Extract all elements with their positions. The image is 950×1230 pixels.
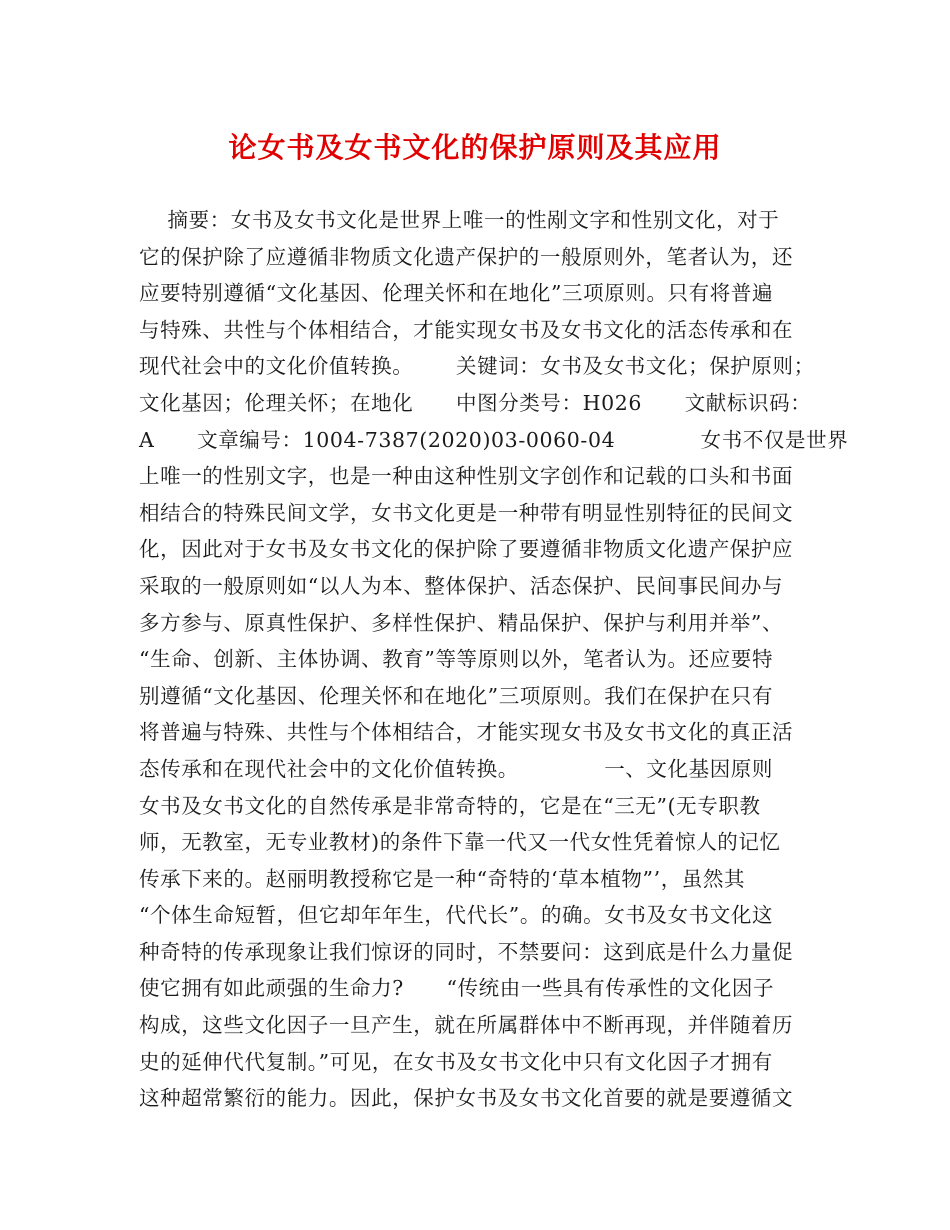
body-text-line: 现代社会中的文化价值转换。 关键词：女书及女书文化；保护原则；: [139, 354, 815, 379]
document-title: 论女书及女书文化的保护原则及其应用: [228, 131, 722, 164]
body-text-line: 与特殊、共性与个体相结合，才能实现女书及女书文化的活态传承和在: [139, 317, 794, 342]
document-body: [139, 202, 849, 1117]
body-text-line: 上唯一的性别文字，也是一种由这种性别文字创作和记载的口头和书面: [139, 464, 794, 489]
body-text-line: 摘要：女书及女书文化是世界上唯一的性剐文字和性别文化，对于: [139, 208, 780, 232]
body-text-line: 文化基因；伦理关怀；在地化 中图分类号：H026 文献标识码：: [139, 390, 812, 415]
body-text-line: 相结合的特殊民间文学，女书文化更是一种带有明显性别特征的民间文: [139, 500, 794, 525]
body-text-line: 态传承和在现代社会中的文化价值转换。 一、文化基因原则: [139, 756, 773, 781]
body-text-line: 种奇特的传承现象让我们惊讶的同时，不禁要问：这到底是什么力量促: [139, 939, 794, 964]
body-text-line: 别遵循“文化基因、伦理关怀和在地化”三项原则。我们在保护在只有: [139, 683, 774, 708]
body-text-line: 这种超常繁衍的能力。因此，保护女书及女书文化首要的就是要遵循文: [139, 1086, 794, 1111]
body-text-line: 采取的一般原则如“以人为本、整体保护、活态保护、民间事民间办与: [139, 573, 784, 598]
body-text-line: 将普遍与特殊、共性与个体相结合，才能实现女书及女书文化的真正活: [139, 720, 794, 745]
body-text-line: 传承下来的。赵丽明教授称它是一种“奇特的‘草本植物”’，虽然其: [139, 866, 746, 891]
body-text-line: 女书及女书文化的自然传承是非常奇特的，它是在“三无”(无专职教: [139, 793, 761, 818]
body-text-line: 应要特别遵循“文化基因、伦理关怀和在地化”三项原则。只有将普遍: [139, 281, 774, 306]
body-text-line: “生命、创新、主体协调、教育”等等原则以外，笔者认为。还应要特: [139, 647, 774, 672]
body-text-line: 它的保护除了应遵循非物质文化遗产保护的一般原则外，笔者认为，还: [139, 244, 794, 269]
body-text-line: A 文章编号：1004-7387(2020)03-0060-04 女书不仅是世界: [139, 427, 849, 452]
body-text-line: 师，无教室，无专业教材)的条件下靠一代又一代女性凭着惊人的记忆: [139, 830, 781, 855]
body-text-line: “个体生命短暂，但它却年年生，代代长”。的确。女书及女书文化这: [139, 903, 774, 928]
body-text-line: 化，因此对于女书及女书文化的保护除了要遵循非物质文化遗产保护应: [139, 537, 794, 562]
body-text-line: 使它拥有如此顽强的生命力? “传统由一些具有传承性的文化因子: [139, 976, 775, 1001]
body-text-line: 多方参与、原真性保护、多样性保护、精品保护、保护与利用并举”、: [139, 610, 784, 635]
body-text-line: 构成，这些文化因子一旦产生，就在所属群体中不断再现，并伴随着历: [139, 1013, 794, 1038]
body-text-line: 史的延伸代代复制。”可见，在女书及女书文化中只有文化因子才拥有: [139, 1049, 773, 1074]
